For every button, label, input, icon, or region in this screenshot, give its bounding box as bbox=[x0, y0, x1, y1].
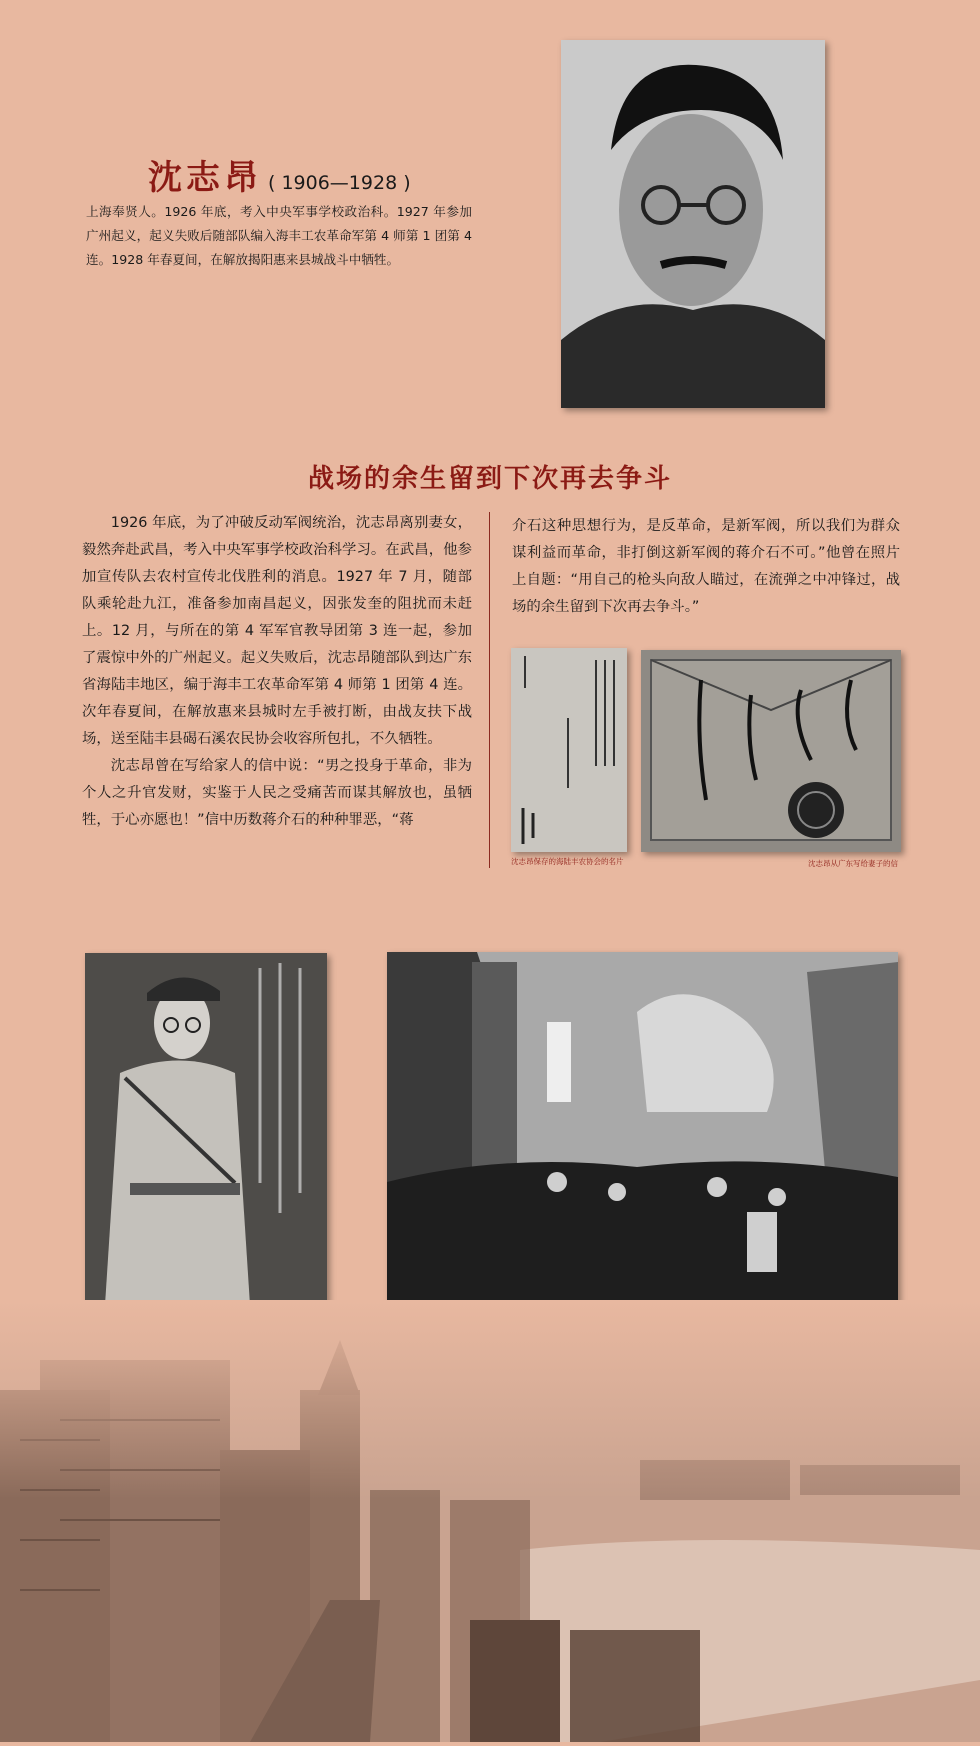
life-years: ( 1906—1928 ) bbox=[268, 172, 411, 194]
main-portrait-photo bbox=[561, 40, 825, 408]
envelope-photo bbox=[641, 650, 901, 852]
body-paragraph-3: 介石这种思想行为，是反革命，是新军阀，所以我们为群众谋利益而革命，非打倒这新军阀的蒋介石不可。”他曾在照片上自题：“用自己的枪头向敌人瞄过，在流弹之中冲锋过，战场的余生留到下次再去争斗。” bbox=[512, 518, 900, 615]
uniform-portrait-photo bbox=[85, 953, 327, 1305]
body-left-column bbox=[82, 510, 472, 834]
column-divider bbox=[489, 512, 490, 868]
name-heading bbox=[148, 150, 411, 199]
city-skyline-background bbox=[0, 1300, 980, 1742]
section-title: 战场的余生留到下次再去争斗 bbox=[307, 464, 672, 494]
person-name: 沈志昂 bbox=[148, 158, 262, 198]
body-right-column bbox=[512, 513, 900, 621]
uprising-painting bbox=[387, 952, 898, 1304]
body-paragraph-2: 沈志昂曾在写给家人的信中说：“男之投身于革命，非为个人之升官发财，实鉴于人民之受痛苦而谋其解放也，虽牺牲，于心亦愿也！”信中历数蒋介石的种种罪恶，“蒋 bbox=[82, 758, 472, 828]
bio-text: 上海奉贤人。1926 年底，考入中央军事学校政治科。1927 年参加广州起义，起义失败后随部队编入海丰工农革命军第 4 师第 1 团第 4 连。1928 年春夏间，在解放揭阳惠来县城战斗中牺牲。 bbox=[86, 204, 472, 267]
card-photo bbox=[511, 648, 627, 852]
envelope-caption: 沈志昂从广东写给妻子的信 bbox=[808, 859, 898, 868]
card-caption: 沈志昂保存的海陆丰农协会的名片 bbox=[511, 857, 624, 866]
body-paragraph-1: 1926 年底，为了冲破反动军阀统治，沈志昂离别妻女，毅然奔赴武昌，考入中央军事学校政治科学习。在武昌，他参加宣传队去农村宣传北伐胜利的消息。1927 年 7 月，随部队乘轮赴九江，准备参加南昌起义，因张发奎的阻扰而未赶上。12 月，与所在的第 4 军军官教导团第 3 连一起，参加了震惊中外的广州起义。起义失败后，沈志昂随部队到达广东省海陆丰地区，编于海丰工农革命军第 4 师第 1 团第 4 连。次年春夏间，在解放惠来县城时左手被打断，由战友扶下战场，送至陆丰县碣石溪农民协会收容所包扎，不久牺牲。 bbox=[82, 515, 472, 747]
